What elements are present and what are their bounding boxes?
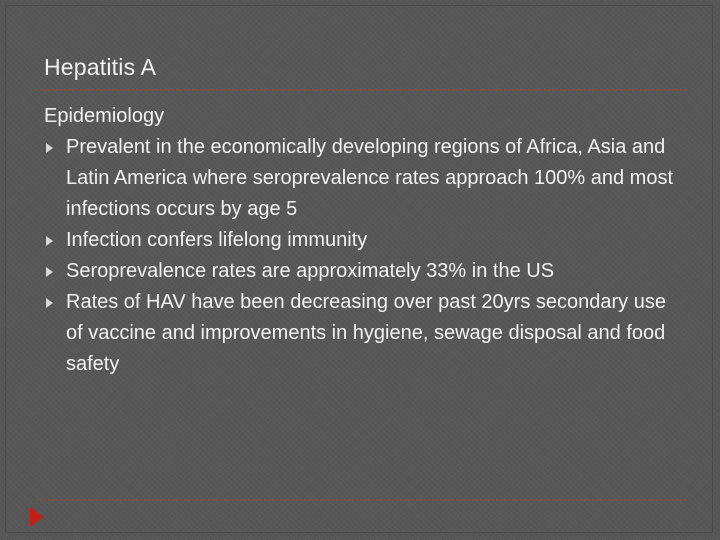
bullet-item bbox=[44, 132, 684, 225]
bullet-item bbox=[44, 256, 684, 287]
triangle-bullet-icon bbox=[46, 236, 53, 246]
triangle-bullet-icon bbox=[46, 298, 53, 308]
title-divider bbox=[36, 89, 686, 91]
bullet-text: Rates of HAV have been decreasing over past 20yrs secondary use of vaccine and improvements in hygiene, sewage disposal and food safety bbox=[66, 291, 666, 375]
bullet-text: Infection confers lifelong immunity bbox=[66, 229, 368, 251]
bullet-text: Prevalent in the economically developing regions of Africa, Asia and Latin America where seroprevalence rates approach 100% and most infections occurs by age 5 bbox=[66, 136, 674, 220]
triangle-bullet-icon bbox=[46, 267, 53, 277]
bullet-list bbox=[44, 132, 684, 380]
bullet-item bbox=[44, 225, 684, 256]
triangle-bullet-icon bbox=[46, 143, 53, 153]
bullet-text: Seroprevalence rates are approximately 33% in the US bbox=[66, 260, 555, 282]
slide-title: Hepatitis A bbox=[44, 54, 157, 80]
bullet-item bbox=[44, 287, 684, 380]
red-triangle-marker-icon bbox=[33, 509, 44, 525]
section-heading: Epidemiology bbox=[44, 105, 165, 127]
footer-divider bbox=[36, 499, 686, 501]
slide-content bbox=[44, 101, 684, 380]
